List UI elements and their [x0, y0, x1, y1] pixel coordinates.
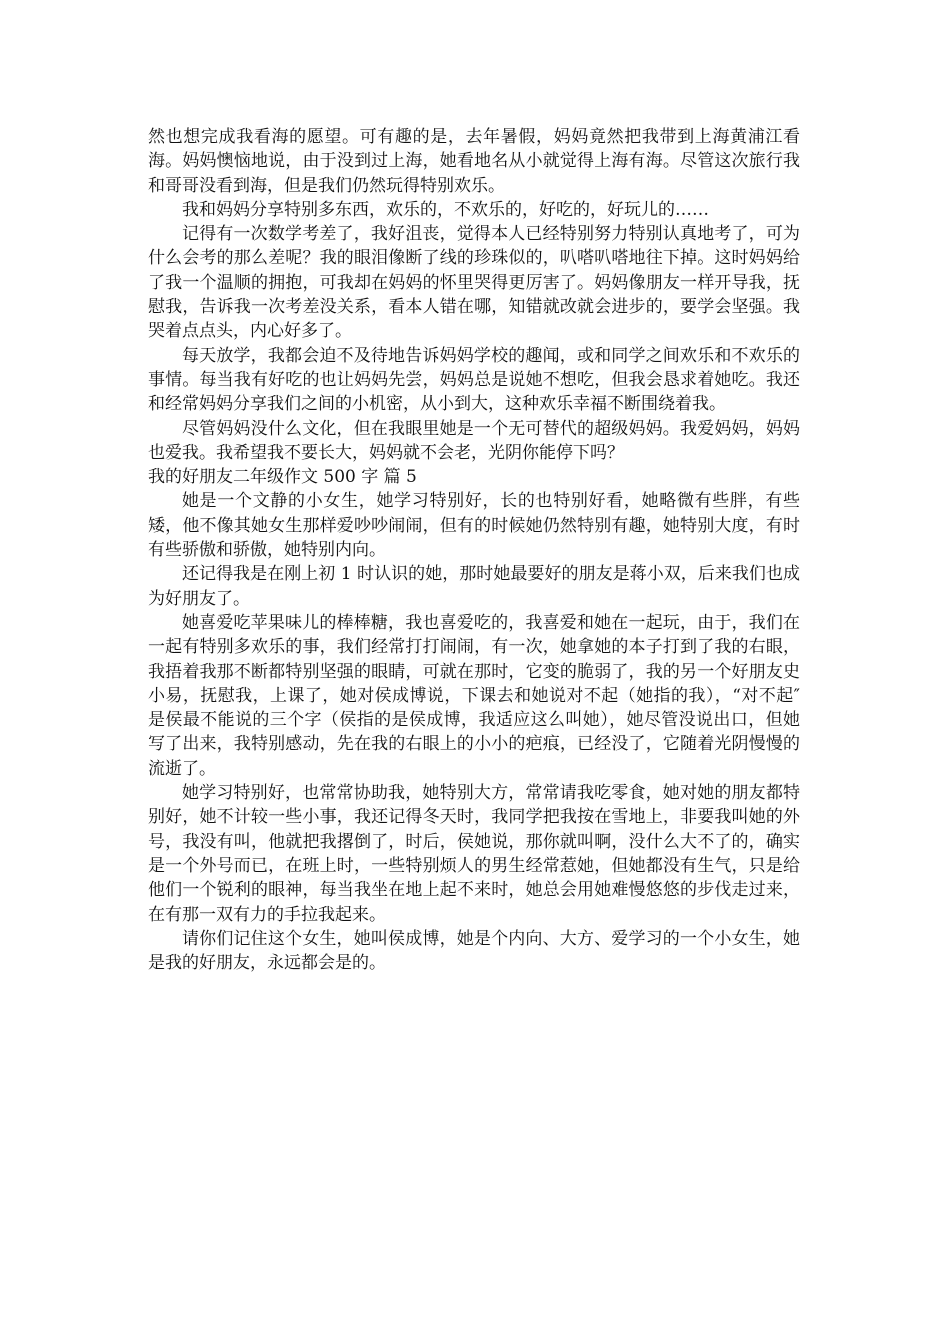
paragraph: 每天放学，我都会迫不及待地告诉妈妈学校的趣闻，或和同学之间欢乐和不欢乐的事情。每当我有好吃的也让妈妈先尝，妈妈总是说她不想吃，但我会恳求着她吃。我还和经常妈妈分享我们之间的小机密，从小到大，这种欢乐幸福不断围绕着我。 [148, 345, 800, 415]
paragraph-continued: 然也想完成我看海的愿望。可有趣的是，去年暑假，妈妈竟然把我带到上海黄浦江看海。妈妈懊恼地说，由于没到过上海，她看地名从小就觉得上海有海。尽管这次旅行我和哥哥没看到海，但是我们仍然玩得特别欢乐。 [148, 127, 800, 196]
paragraph: 我和妈妈分享特别多东西，欢乐的，不欢乐的，好吃的，好玩儿的…… [182, 199, 709, 220]
paragraph: 还记得我是在刚上初 1 时认识的她，那时她最要好的朋友是蒋小双，后来我们也成为好朋友了。 [148, 564, 800, 609]
paragraph: 记得有一次数学考差了，我好沮丧，觉得本人已经特别努力特别认真地考了，可为什么会考的那么差呢？我的眼泪像断了线的珍珠似的，叭嗒叭嗒地往下掉。这时妈妈给了我一个温顺的拥抱，可我却在妈妈的怀里哭得更厉害了。妈妈像朋友一样开导我，抚慰我，告诉我一次考差没关系，看本人错在哪，知错就改就会进步的，要学会坚强。我哭着点点头，内心好多了。 [148, 224, 800, 342]
document-page [148, 125, 800, 975]
section-heading: 我的好朋友二年级作文 500 字 篇 5 [148, 467, 417, 488]
paragraph: 她学习特别好，也常常协助我，她特别大方，常常请我吃零食，她对她的朋友都特别好，她不计较一些小事，我还记得冬天时，我同学把我按在雪地上，非要我叫她的外号，我没有叫，他就把我撂倒了，时后，侯她说，那你就叫啊，没什么大不了的，确实是一个外号而已，在班上时，一些特别烦人的男生经常惹她，但她都没有生气，只是给他们一个锐利的眼神，每当我坐在地上起不来时，她总会用她难慢悠悠的步伐走过来，在有那一双有力的手拉我起来。 [148, 783, 800, 925]
paragraph: 请你们记住这个女生，她叫侯成博，她是个内向、大方、爱学习的一个小女生，她是我的好朋友，永远都会是的。 [148, 928, 800, 974]
paragraph: 她喜爱吃苹果味儿的棒棒糖，我也喜爱吃的，我喜爱和她在一起玩，由于，我们在一起有特别多欢乐的事，我们经常打打闹闹，有一次，她拿她的本子打到了我的右眼，我捂着我那不断都特别坚强的眼睛，可就在那时，它变的脆弱了，我的另一个好朋友史小易，抚慰我，上课了，她对侯成博说，下课去和她说对不起（她指的我），“对不起″是侯最不能说的三个字（侯指的是侯成博，我适应这么叫她），她尽管没说出口，但她写了出来，我特别感动，先在我的右眼上的小小的疤痕，已经没了，它随着光阴慢慢的流逝了。 [148, 612, 800, 779]
paragraph: 尽管妈妈没什么文化，但在我眼里她是一个无可替代的超级妈妈。我爱妈妈，妈妈也爱我。我希望我不要长大，妈妈就不会老，光阴你能停下吗？ [148, 418, 800, 463]
paragraph: 她是一个文静的小女生，她学习特别好，长的也特别好看，她略微有些胖，有些矮，他不像其她女生那样爱吵吵闹闹，但有的时候她仍然特别有趣，她特别大度，有时有些骄傲和骄傲，她特别内向。 [148, 491, 800, 561]
